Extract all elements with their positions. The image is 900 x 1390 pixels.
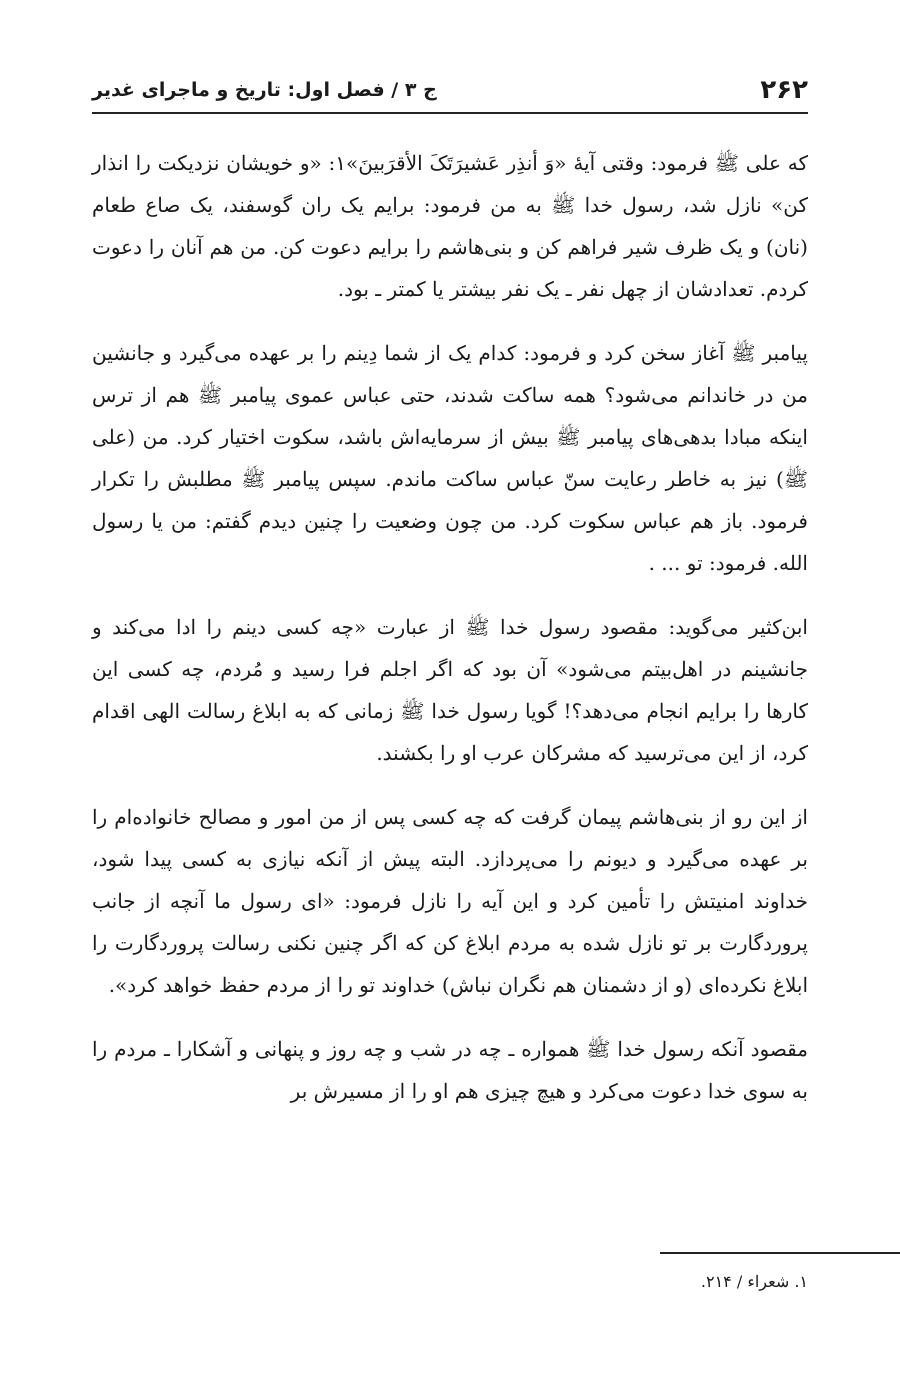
paragraph-5: مقصود آنکه رسول خدا ﷺ همواره ـ چه در شب و چه روز و پنهانی و آشکارا ـ مردم را به سوی خدا دعوت می‌کرد و هیچ چیزی هم او را از مسیرش بر (92, 1037, 808, 1103)
footnote-separator (660, 1252, 900, 1254)
paragraph-3: ابن‌کثیر می‌گوید: مقصود رسول خدا ﷺ از عبارت «چه کسی دینم را ادا می‌کند و جانشینم در اهل‌بیتم می‌شود» آن بود که اگر اجلم فرا رسید و مُردم، چه کسی این کارها را برایم انجام می‌دهد؟! گویا رسول خدا ﷺ زمانی که به ابلاغ رسالت الهی اقدام کرد، از این می‌ترسید که مشرکان عرب او را بکشند. (92, 615, 809, 765)
book-page (92, 0, 808, 1390)
footnote: ۱. شعراء / ۲۱۴. (700, 1272, 808, 1291)
paragraph-2: پیامبر ﷺ آغاز سخن کرد و فرمود: کدام یک از شما دِینم را بر عهده می‌گیرد و جانشین من در خاندانم می‌شود؟ همه ساکت شدند، حتی عباس عموی پیامبر ﷺ هم از ترس اینکه مبادا بدهی‌های پیامبر ﷺ بیش از سرمایه‌اش باشد، سکوت اختیار کرد. من (علی ﷺ) نیز به خاطر رعایت سنّ عباس ساکت ماندم. سپس پیامبر ﷺ مطلبش را تکرار فرمود. باز هم عباس سکوت کرد. من چون وضعیت را چنین دیدم گفتم: من یا رسول الله. فرمود: تو ... . (92, 341, 808, 575)
chapter-title: ج ۳ / فصل اول: تاریخ و ماجرای غدیر (92, 79, 437, 101)
paragraph-4: از این رو از بنی‌هاشم پیمان گرفت که چه کسی پس از من امور و مصالح خانواده‌ام را بر عهده می‌گیرد و دیونم را می‌پردازد. البته پیش از آنکه نیازی به کسی پیدا شود، خداوند امنیتش را تأمین کرد و این آیه را نازل فرمود: «ای رسول ما آنچه از جانب پروردگارت بر تو نازل شده به مردم ابلاغ کن که اگر چنین نکنی رسالت پروردگارت را ابلاغ نکرده‌ای (و از دشمنان هم نگران نباش) خداوند تو را از مردم حفظ خواهد کرد». (92, 805, 808, 997)
running-header (92, 68, 808, 114)
page-number: ۲۶۲ (760, 75, 808, 105)
body-text (92, 142, 808, 1134)
paragraph-1: که علی ﷺ فرمود: وقتی آیهٔ «وَ أنذِر عَشیرَتَکَ الأقرَبینَ»۱: «و خویشان نزدیکت را انذار کن» نازل شد، رسول خدا ﷺ به من فرمود: برایم یک ران گوسفند، یک صاع طعام (نان) و یک ظرف شیر فراهم کن و بنی‌هاشم را برایم دعوت کن. من هم آنان را دعوت کردم. تعدادشان از چهل نفر ـ یک نفر بیشتر یا کمتر ـ بود. (92, 151, 808, 301)
